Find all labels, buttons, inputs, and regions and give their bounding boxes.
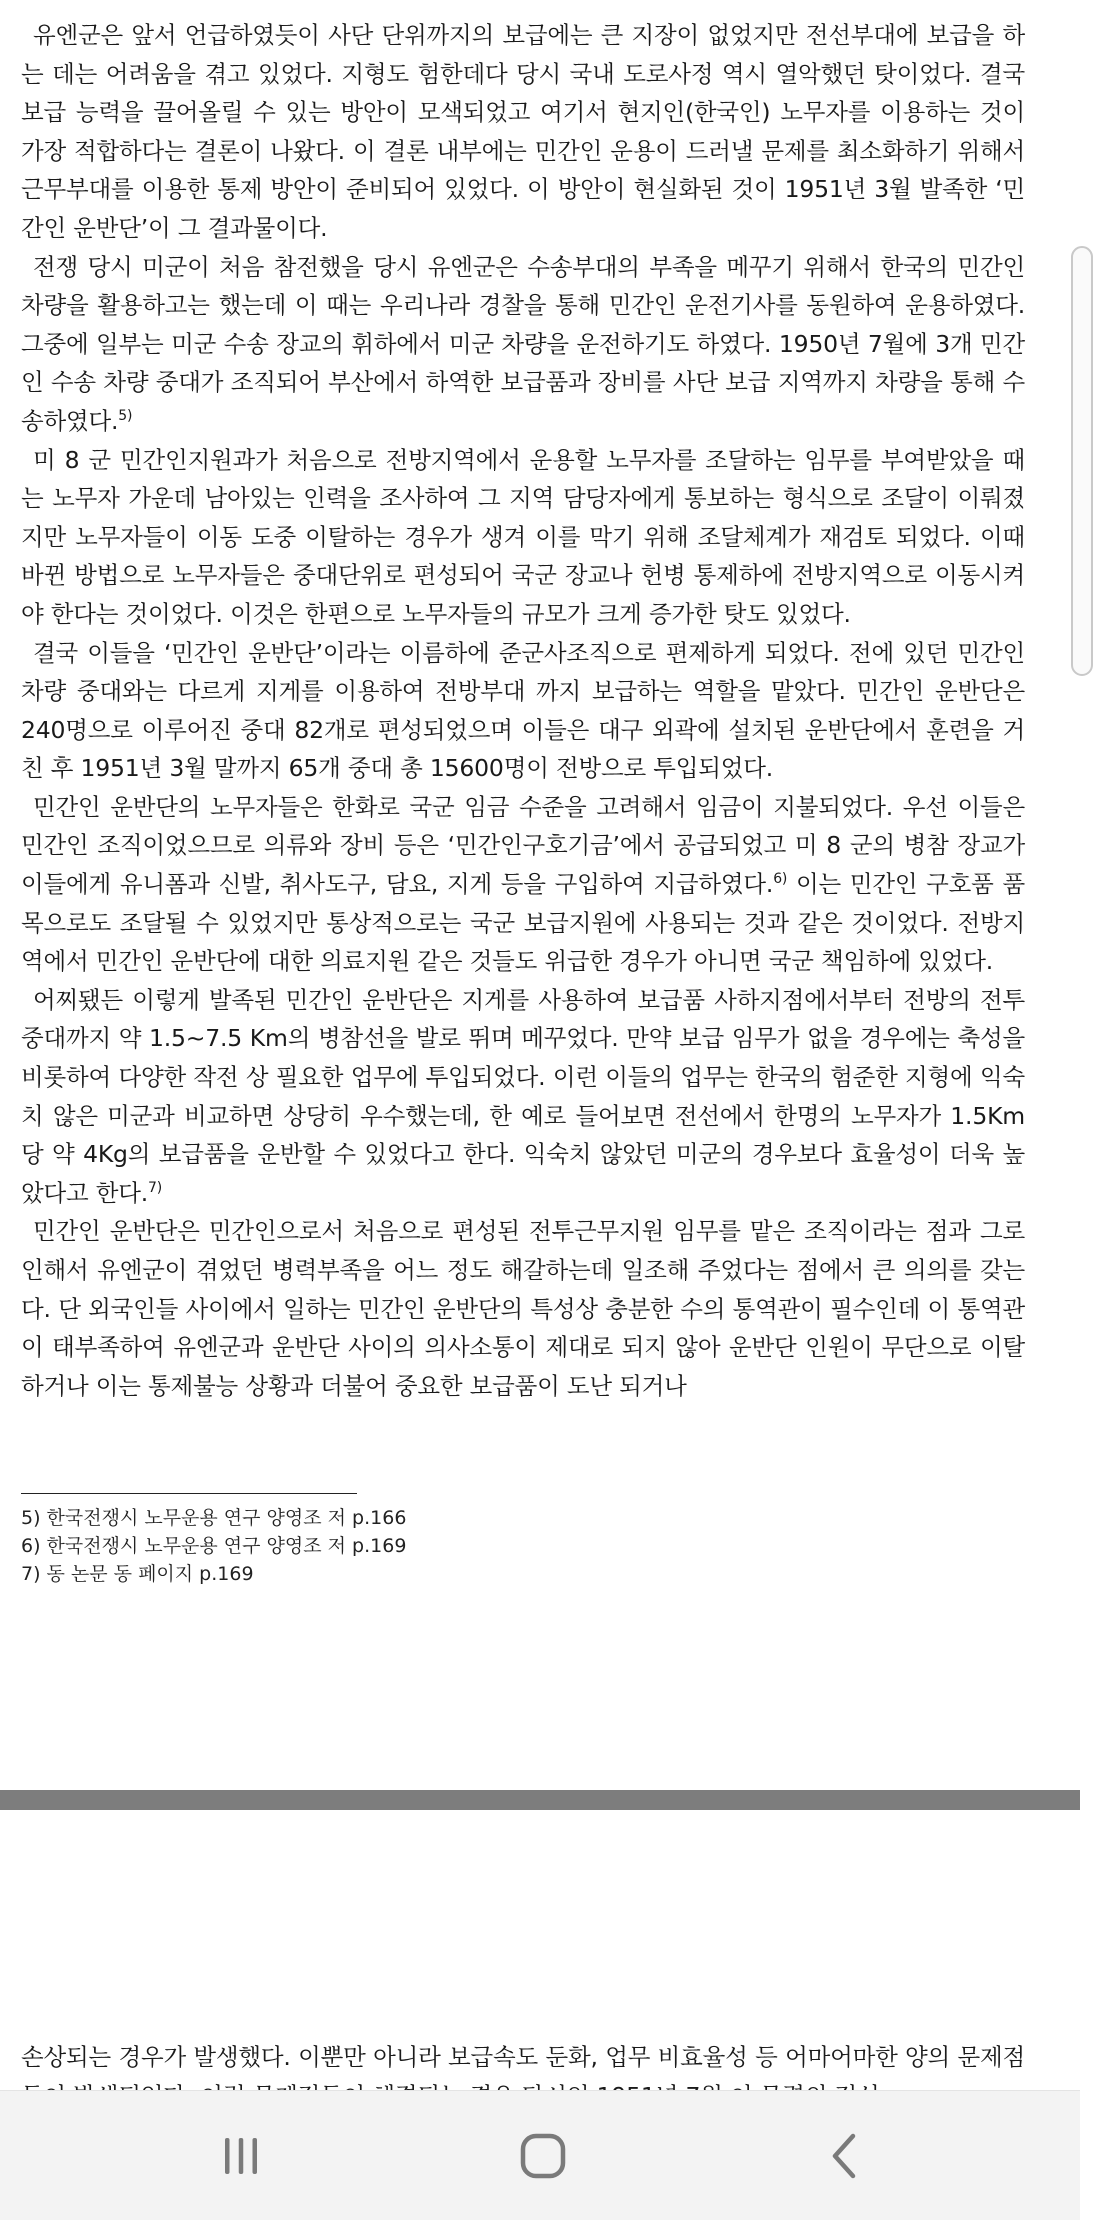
back-button[interactable] [805,2126,885,2186]
paragraph [21,16,1025,248]
paragraph [21,981,1025,1213]
home-button[interactable] [503,2126,583,2186]
footnote-ref[interactable]: 6) [773,871,788,888]
paragraph [21,634,1025,788]
paragraph [21,441,1025,634]
footnotes [21,1504,821,1588]
paragraph-text: 결국 이들을 ‘민간인 운반단’이라는 이름하에 준군사조직으로 편제하게 되었다. 전에 있던 민간인 차량 중대와는 다르게 지게를 이용하여 전방부대 까지 보급하는 역할을 맡았다. 민간인 운반단은 240명으로 이루어진 중대 82개로 편성되었으며 이들은 대구 외곽에 설치된 운반단에서 훈련을 거친 후 1951년 3월 말까지 65개 중대 총 15600명이 전방으로 투입되었다. [21,638,1025,783]
page-separator [0,1790,1080,1810]
body-text [21,16,1025,1405]
document-page-next [0,1810,1080,2090]
footnote-item: 6) 한국전쟁시 노무운용 연구 양영조 저 p.169 [21,1535,407,1557]
home-icon [519,2132,567,2180]
footnote-divider [21,1493,357,1494]
back-icon [825,2132,865,2180]
recent-apps-button[interactable] [201,2126,281,2186]
system-navigation-bar [0,2090,1080,2220]
paragraph-text: 이는 민간인 구호품 품목으로도 조달될 수 있었지만 통상적으로는 국군 보급지원에 사용되는 것과 같은 것이었다. 전방지역에서 민간인 운반단에 대한 의료지원 같은 것들도 위급한 경우가 아니면 국군 책임하에 있었다. [21,870,1025,976]
paragraph-text: 유엔군은 앞서 언급하였듯이 사단 단위까지의 보급에는 큰 지장이 없었지만 전선부대에 보급을 하는 데는 어려움을 겪고 있었다. 지형도 험한데다 당시 국내 도로사정 역시 열악했던 탓이었다. 결국 보급 능력을 끌어올릴 수 있는 방안이 모색되었고 여기서 현지인(한국인) 노무자를 이용하는 것이 가장 적합하다는 결론이 나왔다. 이 결론 내부에는 민간인 운용이 드러낼 문제를 최소화하기 위해서 근무부대를 이용한 통제 방안이 준비되어 있었다. 이 방안이 현실화된 것이 1951년 3월 발족한 ‘민간인 운반단’이 그 결과물이다. [21,21,1025,242]
paragraph-text: 민간인 운반단은 민간인으로서 처음으로 편성된 전투근무지원 임무를 맡은 조직이라는 점과 그로 인해서 유엔군이 겪었던 병력부족을 어느 정도 해갈하는데 일조해 주었다는 점에서 큰 의의를 갖는다. 단 외국인들 사이에서 일하는 민간인 운반단의 특성상 충분한 수의 통역관이 필수인데 이 통역관이 태부족하여 유엔군과 운반단 사이의 의사소통이 제대로 되지 않아 운반단 인원이 무단으로 이탈하거나 이는 통제불능 상황과 더불어 중요한 보급품이 도난 되거나 [21,1217,1025,1400]
edge-panel-handle[interactable] [1071,246,1093,676]
paragraph [21,788,1025,981]
footnote-item: 5) 한국전쟁시 노무운용 연구 양영조 저 p.166 [21,1507,407,1529]
footnote-ref[interactable]: 5) [118,408,133,425]
paragraph-text: 민간인 운반단의 노무자들은 한화로 국군 임금 수준을 고려해서 임금이 지불되었다. 우선 이들은 민간인 조직이었으므로 의류와 장비 등은 ‘민간인구호기금’에서 공급되었고 미 8 군의 병참 장교가 이들에게 유니폼과 신발, 취사도구, 담요, 지게 등을 구입하여 지급하였다. [21,792,1025,899]
paragraph [21,248,1025,441]
paragraph-text: 손상되는 경우가 발생했다. 이뿐만 아니라 보급속도 둔화, 업무 비효율성 등 어마어마한 양의 문제점 [21,2043,1025,2071]
paragraph-text: 전쟁 당시 미군이 처음 참전했을 당시 유엔군은 수송부대의 부족을 메꾸기 위해서 한국의 민간인 차량을 활용하고는 했는데 이 때는 우리나라 경찰을 통해 민간인 운전기사를 동원하여 운용하였다. 그중에 일부는 미군 수송 장교의 휘하에서 미군 차량을 운전하기도 하였다. 1950년 7월에 3개 민간인 수송 차량 중대가 조직되어 부산에서 하역한 보급품과 장비를 사단 보급 지역까지 차량을 통해 수송하였다. [21,252,1025,435]
footnote-item: 7) 동 논문 동 페이지 p.169 [21,1563,254,1585]
paragraph-text: 미 8 군 민간인지원과가 처음으로 전방지역에서 운용할 노무자를 조달하는 임무를 부여받았을 때는 노무자 가운데 남아있는 인력을 조사하여 그 지역 담당자에게 통보하는 형식으로 조달이 이뤄졌지만 노무자들이 이동 도중 이탈하는 경우가 생겨 이를 막기 위해 조달체계가 재검토 되었다. 이때 바뀐 방법으로 노무자들은 중대단위로 편성되어 국군 장교나 헌병 통제하에 전방지역으로 이동시켜야 한다는 것이었다. 이것은 한편으로 노무자들의 규모가 크게 증가한 탓도 있었다. [21,445,1025,628]
footnote-ref[interactable]: 7) [148,1179,163,1196]
paragraph [21,1212,1025,1405]
paragraph-text: 어찌됐든 이렇게 발족된 민간인 운반단은 지게를 사용하여 보급품 사하지점에서부터 전방의 전투중대까지 약 1.5~7.5 Km의 병참선을 발로 뛰며 메꾸었다. 만약 보급 임무가 없을 경우에는 축성을 비롯하여 다양한 작전 상 필요한 업무에 투입되었다. 이런 이들의 업무는 한국의 험준한 지형에 익숙치 않은 미군과 비교하면 상당히 우수했는데, 한 예로 들어보면 전선에서 한명의 노무자가 1.5Km 당 약 4Kg의 보급품을 운반할 수 있었다고 한다. 익숙치 않았던 미군의 경우보다 효율성이 더욱 높았다고 한다. [21,985,1025,1207]
recent-apps-icon [221,2136,261,2176]
